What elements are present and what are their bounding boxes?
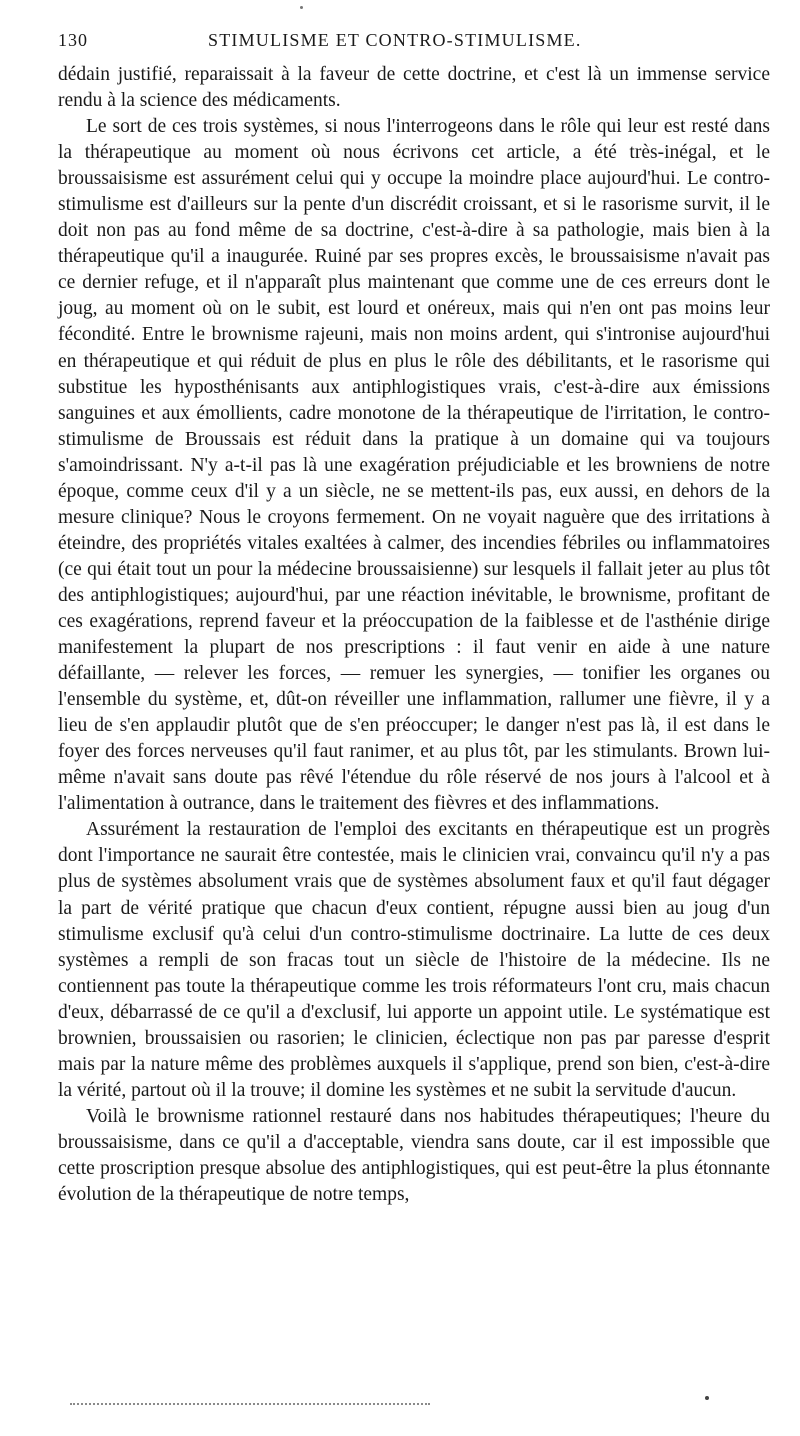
paragraph: Le sort de ces trois systèmes, si nous l'interrogeons dans le rôle qui leur est resté dans la thérapeutique au moment où nous écrivons cet article, a été très-inégal, et le broussaisisme est assurément celui qui y occupe la moindre place aujourd'hui. Le contro-stimulisme est d'ailleurs sur la pente d'un discrédit croissant, et si le rasorisme survit, il le doit non pas au fond même de sa doctrine, c'est-à-dire à sa pathologie, mais bien à la thérapeutique qu'il a inaugurée. Ruiné par ses propres excès, le broussaisisme n'avait pas ce dernier refuge, et il n'apparaît plus maintenant que comme une de ces erreurs dont le joug, au moment où on le subit, est lourd et onéreux, mais qui n'en ont pas moins leur fécondité. Entre le brownisme rajeuni, mais non moins ardent, qui s'intronise aujourd'hui en thérapeutique et qui réduit de plus en plus le rôle des débilitants, et le rasorisme qui substitue les hyposthénisants aux antiphlogistiques vrais, c'est-à-dire aux émissions sanguines et aux émollients, cadre monotone de la thérapeutique de l'irritation, le contro-stimulisme de Broussais est réduit dans la pratique à un domaine qui va toujours s'amoindrissant. N'y a-t-il pas là une exagération préjudiciable et les browniens de notre époque, comme ceux d'il y a un siècle, ne se mettent-ils pas, eux aussi, en dehors de la mesure clinique? Nous le croyons fermement. On ne voyait naguère que des irritations à éteindre, des propriétés vitales exaltées à calmer, des incendies fébriles ou inflammatoires (ce qui était tout un pour la médecine broussaisienne) sur lesquels il fallait jeter au plus tôt des antiphlogistiques; aujourd'hui, par une réaction inévitable, le brownisme, profitant de ces exagérations, reprend faveur et la préoccupation de la faiblesse et de l'asthénie dirige manifestement la plupart de nos prescriptions : il faut venir en aide à une nature défaillante, — relever les forces, — remuer les synergies, — tonifier les organes ou l'ensemble du système, et, dût-on réveiller une inflammation, rallumer une fièvre, il y a lieu de s'en applaudir plutôt que de s'en préoccuper; le danger n'est pas là, il est dans le foyer des forces nerveuses qu'il faut ranimer, et au plus tôt, par les stimulants. Brown lui-même n'avait sans doute pas rêvé l'étendue du rôle réservé de nos jours à l'alcool et à l'alimentation à outrance, dans le traitement des fièvres et des inflammations. [58,116,770,815]
running-title: STIMULISME ET CONTRO-STIMULISME. [208,30,582,50]
paper-speck [300,6,303,9]
paragraph: Voilà le brownisme rationnel restauré dans nos habitudes thérapeutiques; l'heure du broussaisisme, dans ce qu'il a d'acceptable, viendra sans doute, car il est impossible que cette proscription presque absolue des antiphlogistiques, qui est peut-être la plus étonnante évolution de la thérapeutique de notre temps, [58,1105,770,1206]
paragraph-continuation: dédain justifié, reparaissait à la faveur de cette doctrine, et c'est là un immense service rendu à la science des médicaments. [58,64,770,112]
paragraph: Assurément la restauration de l'emploi des excitants en thérapeutique est un progrès dont l'importance ne saurait être contestée, mais le clinicien vrai, convaincu qu'il n'y a pas plus de systèmes absolument vrais que de systèmes absolument faux et qu'il faut dégager la part de vérité pratique que chacun d'eux contient, répugne aussi bien au joug d'un stimulisme exclusif qu'à celui d'un contro-stimulisme doctrinaire. La lutte de ces deux systèmes a rempli de son fracas tout un siècle de l'histoire de la médecine. Ils ne contiennent pas toute la thérapeutique comme les trois réformateurs l'ont cru, mais chacun d'eux, débarrassé de ce qu'il a d'exclusif, lui apporte un appoint utile. Le systématique est brownien, broussaisien ou rasorien; le clinicien, éclectique non pas par paresse d'esprit mais par la nature même des problèmes auxquels il s'applique, prend son bien, c'est-à-dire la vérité, partout où il la trouve; il domine les systèmes et ne subit la servitude d'aucun. [58,819,770,1101]
bottom-dotted-rule [70,1403,430,1405]
running-head [58,30,770,58]
book-page [58,30,770,1208]
bottom-ink-mark [705,1396,709,1400]
body-text [58,62,770,1208]
page-number: 130 [58,30,88,50]
